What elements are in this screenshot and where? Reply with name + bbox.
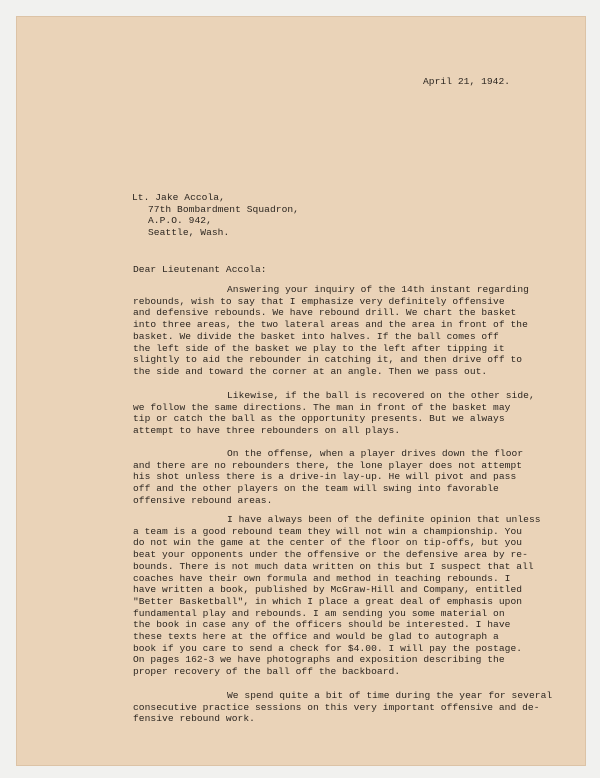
letter-date: April 21, 1942.: [423, 76, 511, 87]
text-line: fensive rebound work.: [133, 713, 255, 725]
text-line: attempt to have three rebounders on all plays.: [133, 425, 401, 437]
text-line: the side and toward the corner at an angle. Then we pass out.: [133, 365, 488, 377]
text-line: Answering your inquiry of the 14th instant regarding: [227, 284, 529, 295]
text-line: his shot unless there is a drive-in lay-up. He will pivot and pass: [133, 471, 517, 483]
text-line: we follow the same directions. The man in front of the basket may: [133, 401, 511, 413]
text-line: do not win the game at the center of the floor on tip-offs, but you: [133, 537, 523, 549]
recipient-apo: A.P.O. 942,: [148, 215, 212, 227]
text-line: and defensive rebounds. We have rebound drill. We chart the basket: [133, 307, 517, 319]
text-line: a team is a good rebound team they will not win a championship. You: [133, 525, 523, 537]
text-line: On pages 162-3 we have photographs and exposition describing the: [133, 654, 505, 666]
text-line: rebounds, wish to say that I emphasize very definitely offensive: [133, 295, 505, 307]
text-line: proper recovery of the ball off the backboard.: [133, 666, 401, 678]
text-line: Likewise, if the ball is recovered on the other side,: [227, 390, 535, 401]
text-line: and there are no rebounders there, the lone player does not attempt: [133, 459, 523, 471]
letter-page: [16, 16, 586, 766]
body-paragraph: [133, 690, 553, 725]
text-line: I have always been of the definite opinion that unless: [227, 514, 541, 525]
salutation: Dear Lieutenant Accola:: [133, 264, 267, 275]
text-line: tip or catch the ball as the opportunity presents. But we always: [133, 413, 505, 425]
text-line: the left side of the basket we play to the left after tipping it: [133, 342, 505, 354]
recipient-unit: 77th Bombardment Squadron,: [148, 203, 299, 215]
text-line: slightly to aid the rebounder in catching it, and then drive off to: [133, 354, 523, 366]
text-line: beat your opponents under the offensive or the defensive area by re-: [133, 549, 528, 561]
text-line: coaches have their own formula and method in teaching rebounds. I: [133, 572, 511, 584]
text-line: On the offense, when a player drives down the floor: [227, 448, 524, 459]
text-line: fundamental play and rebounds. I am sending you some material on: [133, 607, 505, 619]
body-paragraph: [133, 448, 533, 507]
text-line: basket. We divide the basket into halves. If the ball comes off: [133, 330, 499, 342]
body-paragraph: [133, 284, 533, 378]
body-paragraph: [133, 390, 533, 437]
text-line: "Better Basketball", in which I place a great deal of emphasis upon: [133, 595, 523, 607]
text-line: the book in case any of the officers should be interested. I have: [133, 619, 511, 631]
text-line: these texts here at the office and would be glad to autograph a: [133, 631, 499, 643]
text-line: into three areas, the two lateral areas and the area in front of the: [133, 319, 528, 331]
recipient-name: Lt. Jake Accola,: [132, 192, 225, 203]
recipient-address: [132, 192, 299, 239]
text-line: off and the other players on the team will swing into favorable: [133, 483, 499, 495]
recipient-city: Seattle, Wash.: [148, 227, 230, 239]
text-line: offensive rebound areas.: [133, 494, 273, 506]
body-paragraph: [133, 514, 541, 678]
text-line: bounds. There is not much data written on this but I suspect that all: [133, 560, 534, 572]
text-line: have written a book, published by McGraw-Hill and Company, entitled: [133, 584, 523, 596]
text-line: book if you care to send a check for $4.00. I will pay the postage.: [133, 642, 523, 654]
text-line: consecutive practice sessions on this very important offensive and de-: [133, 701, 540, 713]
text-line: We spend quite a bit of time during the year for several: [227, 690, 553, 701]
